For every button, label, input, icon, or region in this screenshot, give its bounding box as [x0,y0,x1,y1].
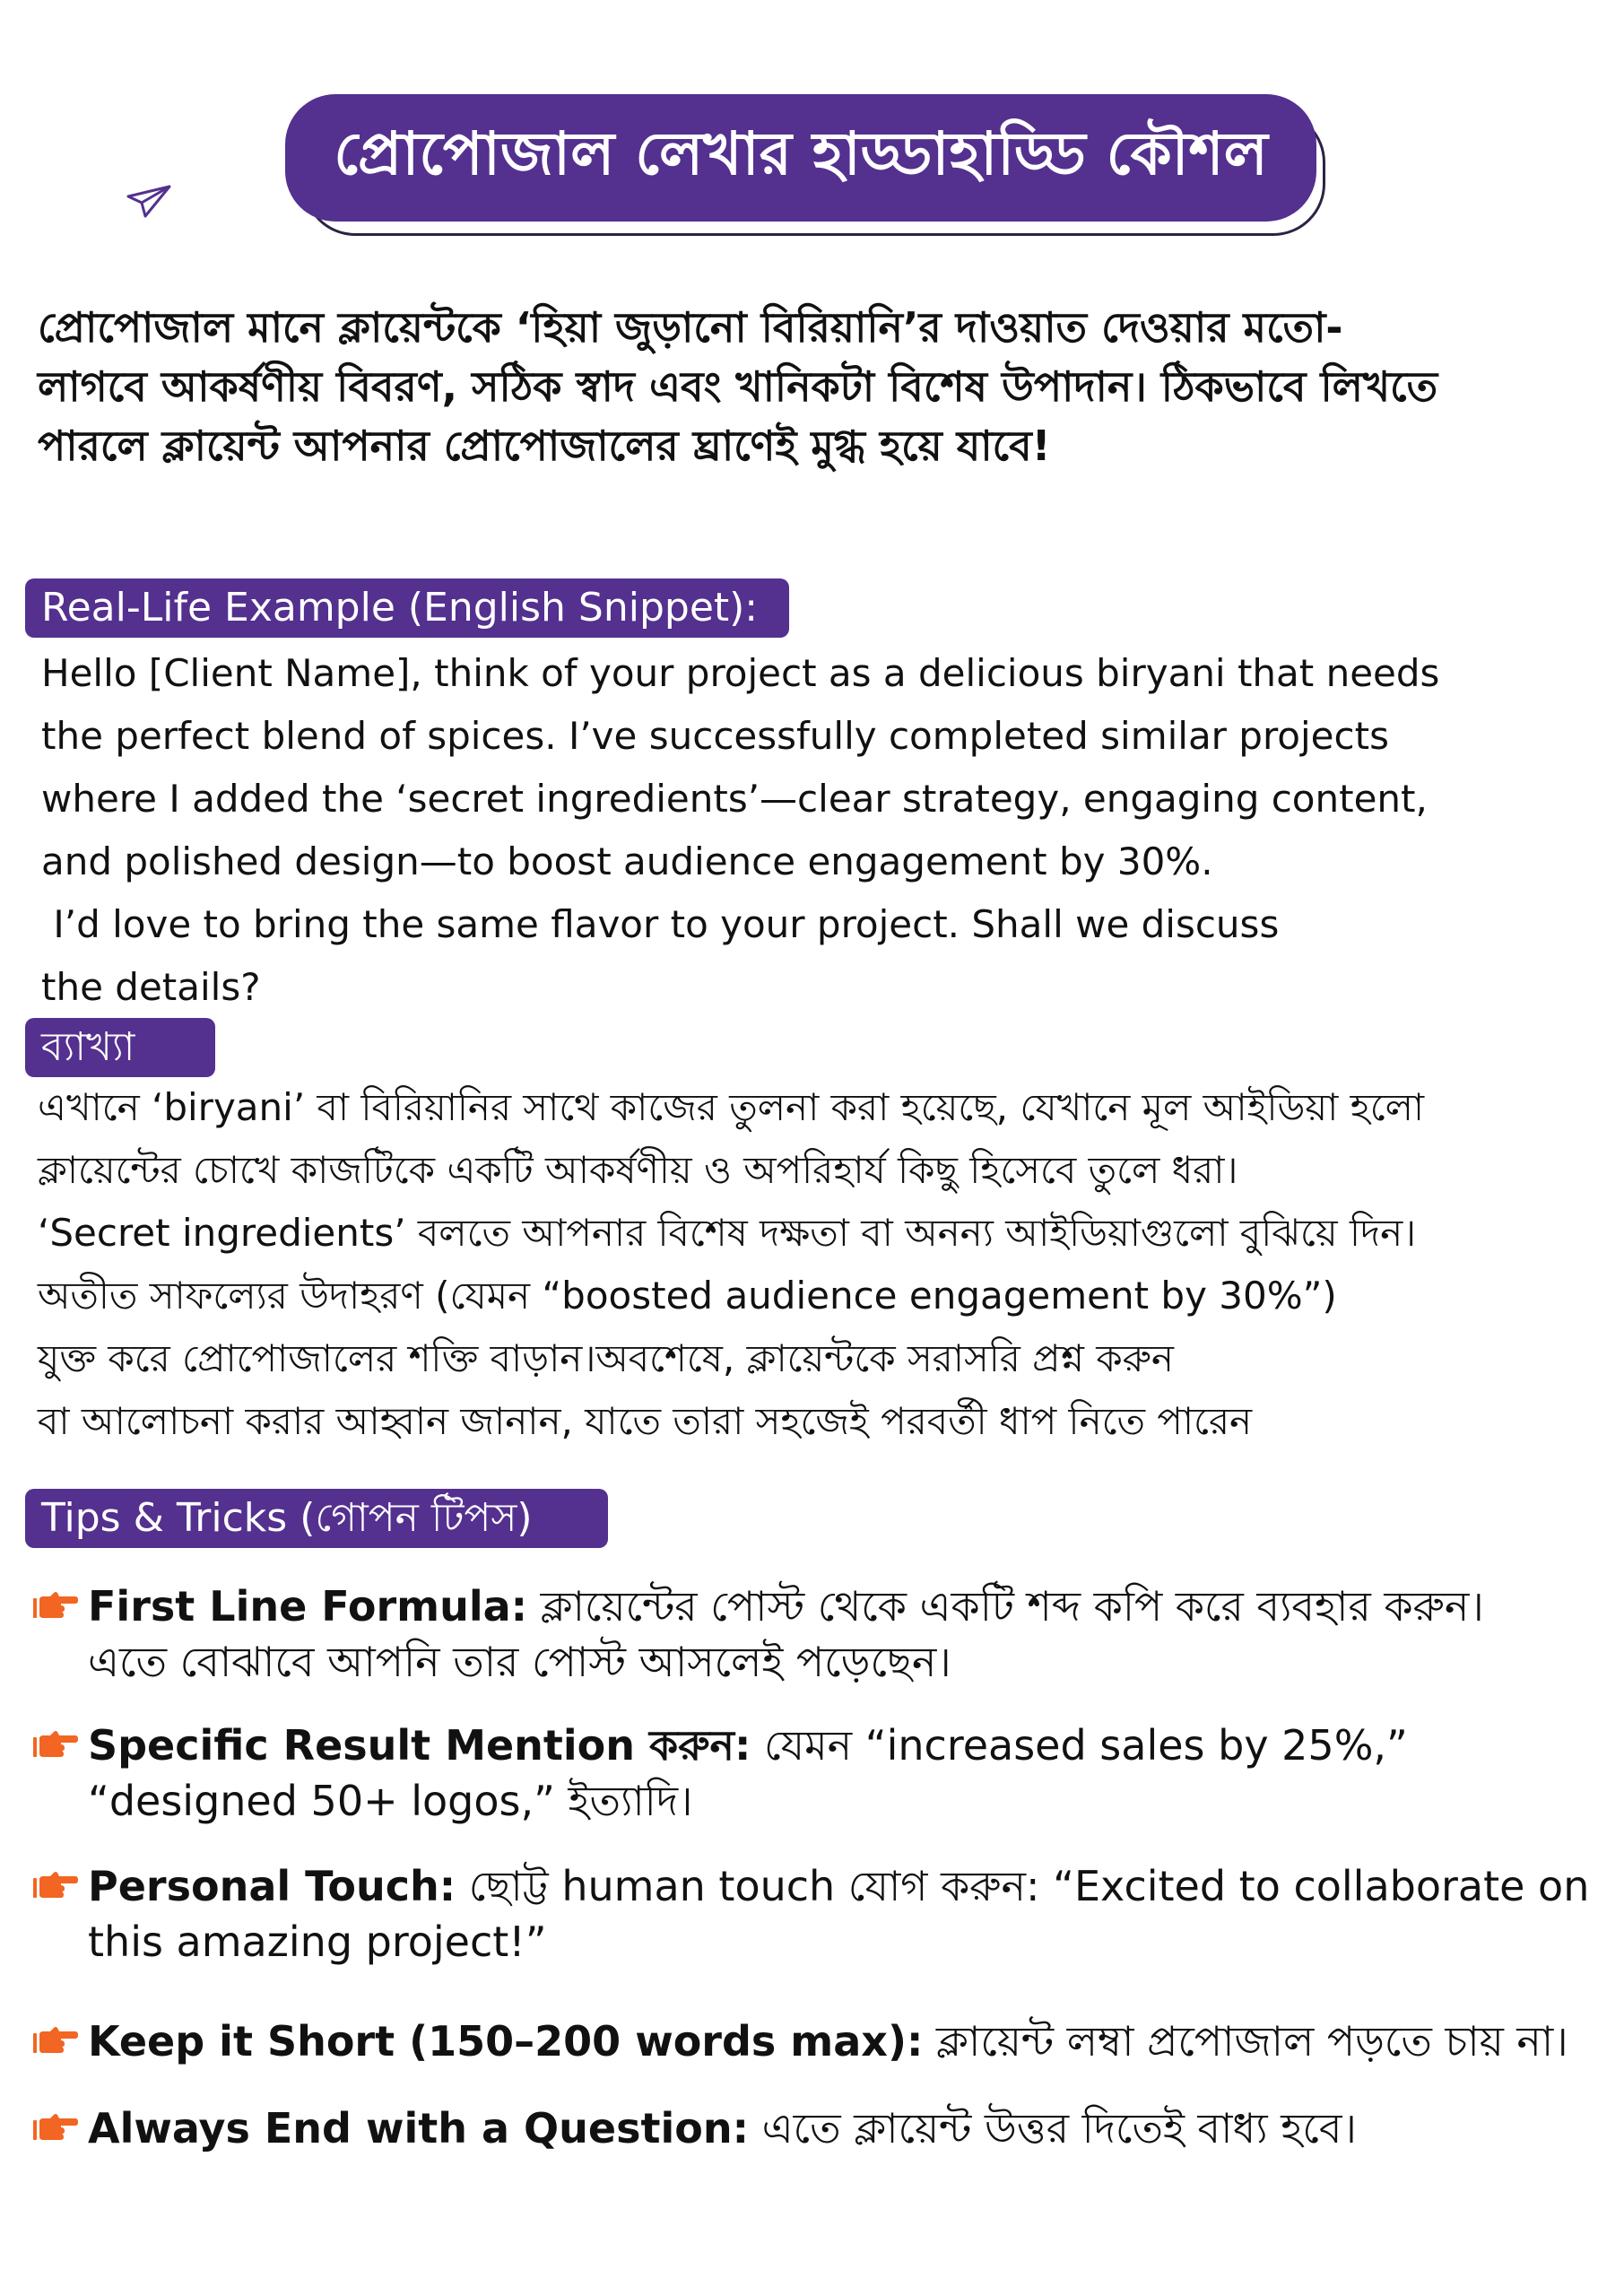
explanation-line: যুক্ত করে প্রোপোজালের শক্তি বাড়ান।অবশেষে, ক্লায়েন্টকে সরাসরি প্রশ্ন করুন [38,1336,1174,1380]
paper-plane-icon [126,184,172,220]
tip-title: Keep it Short (150–200 words max): [88,2017,924,2066]
tip-title: Specific Result Mention করুন: [88,1721,751,1770]
explanation-line: এখানে ‘biryani’ বা বিরিয়ানির সাথে কাজের তুলনা করা হয়েছে, যেখানে মূল আইডিয়া হলো [38,1085,1425,1129]
explanation-section-label: ব্যাখ্যা [25,1018,215,1077]
example-line: I’d love to bring the same flavor to your project. Shall we discuss [41,902,1280,946]
pointing-hand-icon [32,1867,79,1903]
tip-line [88,1578,1612,1634]
pointing-hand-icon [32,2109,79,2145]
tips-section-label: Tips & Tricks (গোপন টিপস) [25,1489,608,1548]
explanation-paragraph [38,1076,1598,1453]
explanation-line: ‘Secret ingredients’ বলতে আপনার বিশেষ দক্ষতা বা অনন্য আইডিয়াগুলো বুঝিয়ে দিন। [38,1211,1417,1255]
intro-line: প্রোপোজাল মানে ক্লায়েন্টকে ‘হিয়া জুড়ানো বিরিয়ানি’র দাওয়াত দেওয়ার মতো- [38,303,1343,352]
intro-line: লাগবে আকর্ষণীয় বিবরণ, সঠিক স্বাদ এবং খানিকটা বিশেষ উপাদান। ঠিকভাবে লিখতে [38,362,1438,411]
tip-text: ক্লায়েন্ট লম্বা প্রপোজাল পড়তে চায় না। [923,2017,1568,2066]
tip-text: এতে ক্লায়েন্ট উত্তর দিতেই বাধ্য হবে। [749,2104,1357,2152]
tip-text: এতে বোঝাবে আপনি তার পোস্ট আসলেই পড়েছেন। [88,1638,951,1686]
tip-line [88,1718,1612,1773]
pointing-hand-icon [32,1587,79,1623]
tip-title: Always End with a Question: [88,2104,749,2152]
intro-line: পারলে ক্লায়েন্ট আপনার প্রোপোজালের ঘ্রাণেই মুগ্ধ হয়ে যাবে! [38,422,1051,470]
tip-text: ছোট্ট human touch যোগ করুন: “Excited to collaborate on [456,1862,1590,1910]
example-paragraph [41,642,1584,1019]
tip-line [88,2100,1612,2156]
pointing-hand-icon [32,1726,79,1762]
explanation-line: বা আলোচনা করার আহ্বান জানান, যাতে তারা সহজেই পরবর্তী ধাপ নিতে পারেন [38,1399,1253,1443]
example-section-label: Real-Life Example (English Snippet): [25,578,789,638]
pointing-hand-icon [32,2022,79,2058]
tip-body [88,1578,1612,1690]
tip-text: “designed 50+ logos,” ইত্যাদি। [88,1777,693,1825]
tip-body [88,2100,1612,2156]
tip-line [88,1858,1612,1914]
example-line: where I added the ‘secret ingredients’—clear strategy, engaging content, [41,777,1428,821]
tip-body [88,1858,1612,1970]
example-line: and polished design—to boost audience engagement by 30%. [41,839,1213,883]
explanation-line: ক্লায়েন্টের চোখে কাজটিকে একটি আকর্ষণীয় ও অপরিহার্য কিছু হিসেবে তুলে ধরা। [38,1148,1238,1192]
tip-body [88,2013,1612,2069]
title-banner [285,94,1325,238]
tip-text: যেমন “increased sales by 25%,” [751,1721,1408,1770]
intro-paragraph [38,298,1598,475]
tip-text: this amazing project!” [88,1918,547,1966]
tip-body [88,1718,1612,1829]
page-title: প্রোপোজাল লেখার হাড্ডাহাড্ডি কৌশল [334,119,1268,188]
tip-line [88,2013,1612,2069]
tip-title: Personal Touch: [88,1862,456,1910]
explanation-line: অতীত সাফল্যের উদাহরণ (যেমন “boosted audience engagement by 30%”) [38,1274,1337,1318]
tip-text: ক্লায়েন্টের পোস্ট থেকে একটি শব্দ কপি করে ব্যবহার করুন। [527,1582,1484,1631]
example-line: the perfect blend of spices. I’ve successfully completed similar projects [41,714,1389,758]
example-line: the details? [41,965,261,1009]
title-banner-fill [285,94,1316,222]
example-line: Hello [Client Name], think of your project as a delicious biryani that needs [41,651,1440,695]
tip-title: First Line Formula: [88,1582,528,1631]
